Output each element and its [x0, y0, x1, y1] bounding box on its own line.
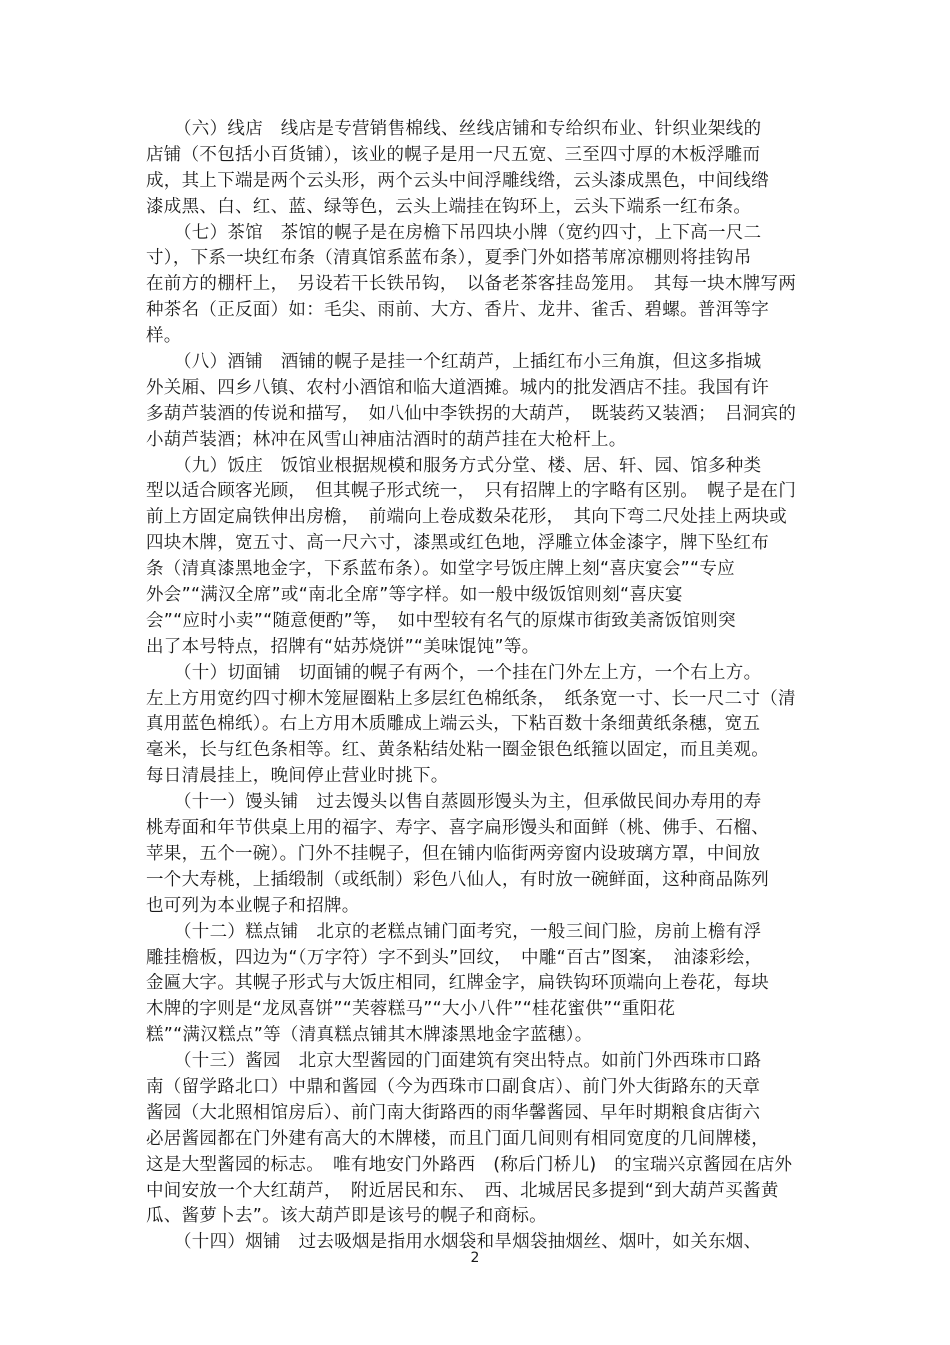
text-line: 在前方的棚杆上， 另设若干长铁吊钩， 以备老茶客挂岛笼用。 其每一块木牌写两: [146, 274, 797, 295]
text-line: 条（清真漆黑地金字，下系蓝布条）。如堂字号饭庄牌上刻“喜庆宴会”“专应: [146, 559, 735, 580]
text-line: 真用蓝色棉纸）。右上方用木质雕成上端云头，下粘百数十条细黄纸条穗，宽五: [146, 714, 761, 735]
text-line: 糕”“满汉糕点”等（清真糕点铺其木牌漆黑地金字蓝穗）。: [146, 1025, 593, 1046]
text-line: 小葫芦装酒；林冲在风雪山神庙沽酒时的葫芦挂在大枪杆上。: [146, 429, 627, 450]
paragraph-first-line: （八）酒铺 酒铺的幌子是挂一个红葫芦，上插红布小三角旗，但这多指城: [174, 352, 762, 373]
paragraph-first-line: （十一）馒头铺 过去馒头以售自蒸圆形馒头为主，但承做民间办寿用的寿: [174, 792, 762, 813]
paragraph-first-line: （七）茶馆 茶馆的幌子是在房檐下吊四块小牌（宽约四寸，上下高一尺二: [174, 222, 762, 243]
text-line: 苹果，五个一碗）。门外不挂幌子，但在铺内临街两旁窗内设玻璃方罩，中间放: [146, 843, 761, 864]
text-line: 也可列为本业幌子和招牌。: [146, 895, 360, 916]
text-line: 外会”“满汉全席”或“南北全席”等字样。如一般中级饭馆则刻“喜庆宴: [146, 585, 683, 606]
text-line: 金匾大字。其幌子形式与大饭庄相同，红牌金字，扁铁钩环顶端向上卷花，每块: [146, 973, 769, 994]
text-line: 木牌的字则是“龙凤喜饼”“芙蓉糕马”“大小八件”“桂花蜜供”“重阳花: [146, 999, 676, 1020]
paragraph-first-line: （十三）酱园 北京大型酱园的门面建筑有突出特点。如前门外西珠市口路: [174, 1051, 762, 1072]
text-line: 漆成黑、白、红、蓝、绿等色，云头上端挂在钩环上，云头下端系一红布条。: [146, 196, 752, 217]
text-line: 成，其上下端是两个云头形，两个云头中间浮雕线绺，云头漆成黑色，中间线绺: [146, 170, 769, 191]
text-line: 店铺（不包括小百货铺），该业的幌子是用一尺五宽、三至四寸厚的木板浮雕而: [146, 144, 761, 165]
paragraph-first-line: （十二）糕点铺 北京的老糕点铺门面考究，一般三间门脸，房前上檐有浮: [174, 921, 762, 942]
text-line: 型以适合顾客光顾， 但其幌子形式统一， 只有招牌上的字略有区别。 幌子是在门: [146, 481, 797, 502]
text-line: 中间安放一个大红葫芦， 附近居民和东、 西、北城居民多提到“到大葫芦买酱黄: [146, 1180, 779, 1201]
paragraph-first-line: （九）饭庄 饭馆业根据规模和服务方式分堂、楼、居、轩、园、馆多种类: [174, 455, 762, 476]
text-line: 会”“应时小卖”“随意便酌”等， 如中型较有名气的原煤市街致美斋饭馆则突: [146, 610, 736, 631]
text-line: 多葫芦装酒的传说和描写， 如八仙中李铁拐的大葫芦， 既装药又装酒； 吕洞宾的: [146, 403, 797, 424]
text-line: 南（留学路北口）中鼎和酱园（今为西珠市口副食店）、前门外大街路东的天章: [146, 1076, 761, 1097]
text-line: 左上方用宽约四寸柳木笼屉圈粘上多层红色棉纸条， 纸条宽一寸、长一尺二寸（清: [146, 688, 796, 709]
text-line: 寸），下系一块红布条（清真馆系蓝布条），夏季门外如搭苇席凉棚则将挂钩吊: [146, 248, 752, 269]
text-line: 每日清晨挂上，晚间停止营业时挑下。: [146, 766, 449, 787]
text-line: 雕挂檐板，四边为“（万字符）字不到头”回纹， 中雕“百古”图案， 油漆彩绘，: [146, 947, 763, 968]
text-line: 四块木牌，宽五寸、高一尺六寸，漆黑或红色地，浮雕立体金漆字，牌下坠红布: [146, 533, 769, 554]
paragraph-first-line: （六）线店 线店是专营销售棉线、丝线店铺和专给织布业、针织业架线的: [174, 119, 762, 139]
text-line: 一个大寿桃，上插缎制（或纸制）彩色八仙人，有时放一碗鲜面，这种商品陈列: [146, 869, 769, 890]
text-line: 出了本号特点，招牌有“姑苏烧饼”“美味馄饨”等。: [146, 636, 540, 657]
paragraph-first-line: （十四）烟铺 过去吸烟是指用水烟袋和旱烟袋抽烟丝、烟叶，如关东烟、: [174, 1232, 762, 1253]
text-line: 外关厢、四乡八镇、农村小酒馆和临大道酒摊。城内的批发酒店不挂。我国有许: [146, 377, 769, 398]
text-line: 必居酱园都在门外建有高大的木牌楼，而且门面几间则有相同宽度的几间牌楼，: [146, 1128, 769, 1149]
text-line: 这是大型酱园的标志。 唯有地安门外路西 (称后门桥儿) 的宝瑞兴京酱园在店外: [146, 1154, 793, 1175]
paragraph-first-line: （十）切面铺 切面铺的幌子有两个，一个挂在门外左上方，一个右上方。: [174, 662, 762, 683]
text-line: 毫米，长与红色条相等。红、黄条粘结处粘一圈金银色纸箍以固定，而且美观。: [146, 740, 769, 761]
page-number: 2: [470, 1250, 480, 1266]
text-line: 桃寿面和年节供桌上用的福字、寿字、喜字扁形馒头和面鲜（桃、佛手、石榴、: [146, 818, 769, 839]
text-line: 瓜、酱萝卜去”。该大葫芦即是该号的幌子和商标。: [146, 1206, 547, 1227]
text-line: 样。: [146, 326, 182, 347]
text-line: 种茶名（正反面）如：毛尖、雨前、大方、香片、龙井、雀舌、碧螺。普洱等字: [146, 300, 769, 321]
text-line: 前上方固定扁铁伸出房檐， 前端向上卷成数朵花形， 其向下弯二尺处挂上两块或: [146, 507, 788, 528]
text-line: 酱园（大北照相馆房后）、前门南大街路西的雨华馨酱园、早年时期粮食店街六: [146, 1102, 761, 1123]
body-text: [0, 117, 950, 1256]
